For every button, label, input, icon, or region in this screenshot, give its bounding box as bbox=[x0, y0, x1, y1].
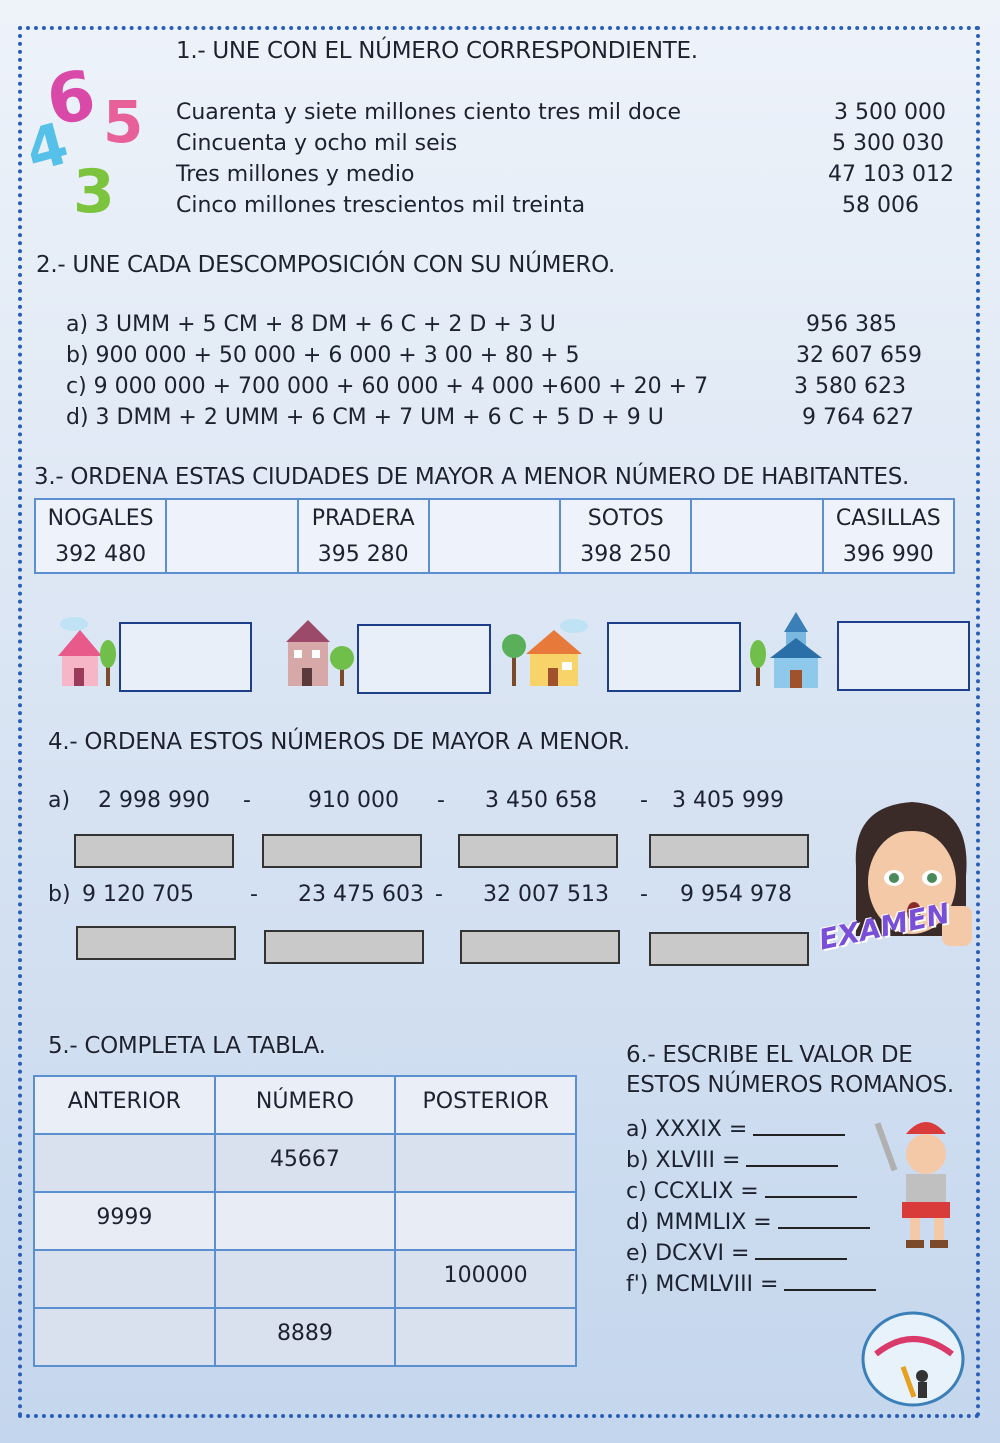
s2-right-3: 3 580 623 bbox=[794, 374, 906, 399]
answer-box-1[interactable] bbox=[119, 622, 252, 692]
svg-text:3: 3 bbox=[73, 157, 115, 227]
s1-right-1: 3 500 000 bbox=[834, 100, 946, 125]
city-population: 392 480 bbox=[55, 541, 147, 567]
city-name: PRADERA bbox=[311, 505, 415, 531]
table-cell[interactable] bbox=[215, 1192, 396, 1250]
table-cell[interactable] bbox=[395, 1192, 576, 1250]
s4-a-num-3: 3 450 658 bbox=[485, 788, 597, 813]
city-nogales bbox=[36, 500, 167, 572]
table-row bbox=[34, 1134, 576, 1192]
complete-table bbox=[33, 1075, 577, 1367]
table-row bbox=[34, 1192, 576, 1250]
city-sotos bbox=[561, 500, 692, 572]
order-box-a-4[interactable] bbox=[649, 834, 809, 868]
roman-label: c) CCXLIX = bbox=[626, 1179, 759, 1204]
s4-b-label: b) bbox=[48, 882, 71, 907]
roman-item-a bbox=[626, 1116, 845, 1142]
roman-item-d bbox=[626, 1209, 870, 1235]
s4-b-num-3: 32 007 513 bbox=[483, 882, 609, 907]
house-brick-icon bbox=[282, 612, 356, 692]
s1-left-1: Cuarenta y siete millones ciento tres mil doce bbox=[176, 100, 682, 125]
answer-line[interactable] bbox=[765, 1178, 857, 1198]
s1-right-4: 58 006 bbox=[842, 193, 919, 218]
table-row bbox=[34, 1308, 576, 1366]
table-cell: 9999 bbox=[34, 1192, 215, 1250]
house-yellow-icon bbox=[500, 614, 596, 690]
s2-right-2: 32 607 659 bbox=[796, 343, 922, 368]
roman-label: d) MMMLIX = bbox=[626, 1210, 772, 1235]
roman-item-e bbox=[626, 1240, 847, 1266]
s1-left-3: Tres millones y medio bbox=[176, 162, 415, 187]
numbers-illustration bbox=[18, 42, 158, 227]
roman-item-b bbox=[626, 1147, 838, 1173]
city-name: NOGALES bbox=[47, 505, 154, 531]
section-5-title: 5.- COMPLETA LA TABLA. bbox=[48, 1033, 326, 1059]
table-cell: 8889 bbox=[215, 1308, 396, 1366]
order-box-a-2[interactable] bbox=[262, 834, 422, 868]
table-cell[interactable] bbox=[395, 1308, 576, 1366]
answer-line[interactable] bbox=[746, 1147, 838, 1167]
svg-text:5: 5 bbox=[103, 88, 144, 156]
city-population: 396 990 bbox=[842, 541, 934, 567]
section-6-title-line1: 6.- ESCRIBE EL VALOR DE bbox=[626, 1042, 913, 1068]
s2-right-1: 956 385 bbox=[806, 312, 897, 337]
order-box-b-3[interactable] bbox=[460, 930, 620, 964]
exam-sticker: EXAMEN bbox=[816, 896, 953, 957]
answer-line[interactable] bbox=[778, 1209, 870, 1229]
svg-text:6: 6 bbox=[41, 55, 102, 142]
table-cell[interactable] bbox=[34, 1134, 215, 1192]
s4-a-num-4: 3 405 999 bbox=[672, 788, 784, 813]
header-numero: NÚMERO bbox=[215, 1076, 396, 1134]
roman-label: e) DCXVI = bbox=[626, 1241, 750, 1266]
city-pradera bbox=[299, 500, 430, 572]
table-header-row bbox=[34, 1076, 576, 1134]
city-empty-cell bbox=[167, 500, 298, 572]
s2-left-b: b) 900 000 + 50 000 + 6 000 + 3 00 + 80 + 5 bbox=[66, 343, 580, 368]
s4-b-num-4: 9 954 978 bbox=[680, 882, 792, 907]
answer-box-3[interactable] bbox=[607, 622, 741, 692]
roman-soldier-icon bbox=[876, 1114, 968, 1254]
s1-left-4: Cinco millones trescientos mil treinta bbox=[176, 193, 586, 218]
header-posterior: POSTERIOR bbox=[395, 1076, 576, 1134]
s4-a-sep-1: - bbox=[243, 788, 251, 813]
order-box-b-4[interactable] bbox=[649, 932, 809, 966]
s2-left-a: a) 3 UMM + 5 CM + 8 DM + 6 C + 2 D + 3 U bbox=[66, 312, 556, 337]
s4-b-sep-3: - bbox=[640, 882, 648, 907]
s2-left-d: d) 3 DMM + 2 UMM + 6 CM + 7 UM + 6 C + 5 D + 9 U bbox=[66, 405, 664, 430]
section-4-title: 4.- ORDENA ESTOS NÚMEROS DE MAYOR A MENOR. bbox=[48, 729, 630, 755]
city-population: 395 280 bbox=[317, 541, 409, 567]
s2-left-c: c) 9 000 000 + 700 000 + 60 000 + 4 000 +600 + 20 + 7 bbox=[66, 374, 709, 399]
roman-item-f bbox=[626, 1271, 876, 1297]
answer-line[interactable] bbox=[784, 1271, 876, 1291]
roman-label: f') MCMLVIII = bbox=[626, 1272, 779, 1297]
answer-line[interactable] bbox=[755, 1240, 847, 1260]
s4-b-sep-1: - bbox=[250, 882, 258, 907]
svg-text:4: 4 bbox=[18, 109, 76, 186]
house-pink-icon bbox=[52, 612, 120, 690]
table-cell[interactable] bbox=[395, 1134, 576, 1192]
table-cell[interactable] bbox=[34, 1250, 215, 1308]
order-box-b-2[interactable] bbox=[264, 930, 424, 964]
order-box-a-1[interactable] bbox=[74, 834, 234, 868]
s4-a-num-1: 2 998 990 bbox=[98, 788, 210, 813]
answer-line[interactable] bbox=[753, 1116, 845, 1136]
roman-label: a) XXXIX = bbox=[626, 1117, 748, 1142]
section-3-title: 3.- ORDENA ESTAS CIUDADES DE MAYOR A MENOR NÚMERO DE HABITANTES. bbox=[34, 464, 910, 490]
s4-a-label: a) bbox=[48, 788, 71, 813]
s4-a-sep-2: - bbox=[437, 788, 445, 813]
answer-box-2[interactable] bbox=[357, 624, 491, 694]
answer-box-4[interactable] bbox=[837, 621, 970, 691]
section-1-title: 1.- UNE CON EL NÚMERO CORRESPONDIENTE. bbox=[176, 38, 698, 64]
city-population: 398 250 bbox=[580, 541, 672, 567]
roman-item-c bbox=[626, 1178, 857, 1204]
s4-b-sep-2: - bbox=[435, 882, 443, 907]
table-cell[interactable] bbox=[215, 1250, 396, 1308]
table-cell[interactable] bbox=[34, 1308, 215, 1366]
s1-right-2: 5 300 030 bbox=[832, 131, 944, 156]
order-box-b-1[interactable] bbox=[76, 926, 236, 960]
header-anterior: ANTERIOR bbox=[34, 1076, 215, 1134]
table-row bbox=[34, 1250, 576, 1308]
cities-table bbox=[34, 498, 955, 574]
s4-a-num-2: 910 000 bbox=[308, 788, 399, 813]
s2-right-4: 9 764 627 bbox=[802, 405, 914, 430]
house-blue-icon bbox=[750, 610, 834, 692]
table-cell: 45667 bbox=[215, 1134, 396, 1192]
s1-right-3: 47 103 012 bbox=[828, 162, 954, 187]
s4-a-sep-3: - bbox=[640, 788, 648, 813]
city-empty-cell bbox=[430, 500, 561, 572]
s4-b-num-1: 9 120 705 bbox=[82, 882, 194, 907]
section-2-title: 2.- UNE CADA DESCOMPOSICIÓN CON SU NÚMERO. bbox=[36, 252, 615, 278]
roman-label: b) XLVIII = bbox=[626, 1148, 741, 1173]
order-box-a-3[interactable] bbox=[458, 834, 618, 868]
city-name: CASILLAS bbox=[835, 505, 941, 531]
table-cell: 100000 bbox=[395, 1250, 576, 1308]
s4-b-num-2: 23 475 603 bbox=[298, 882, 424, 907]
city-name: SOTOS bbox=[587, 505, 664, 531]
section-6-title-line2: ESTOS NÚMEROS ROMANOS. bbox=[626, 1072, 954, 1098]
school-logo bbox=[860, 1310, 966, 1408]
city-empty-cell bbox=[692, 500, 823, 572]
city-casillas bbox=[824, 500, 953, 572]
s1-left-2: Cincuenta y ocho mil seis bbox=[176, 131, 458, 156]
